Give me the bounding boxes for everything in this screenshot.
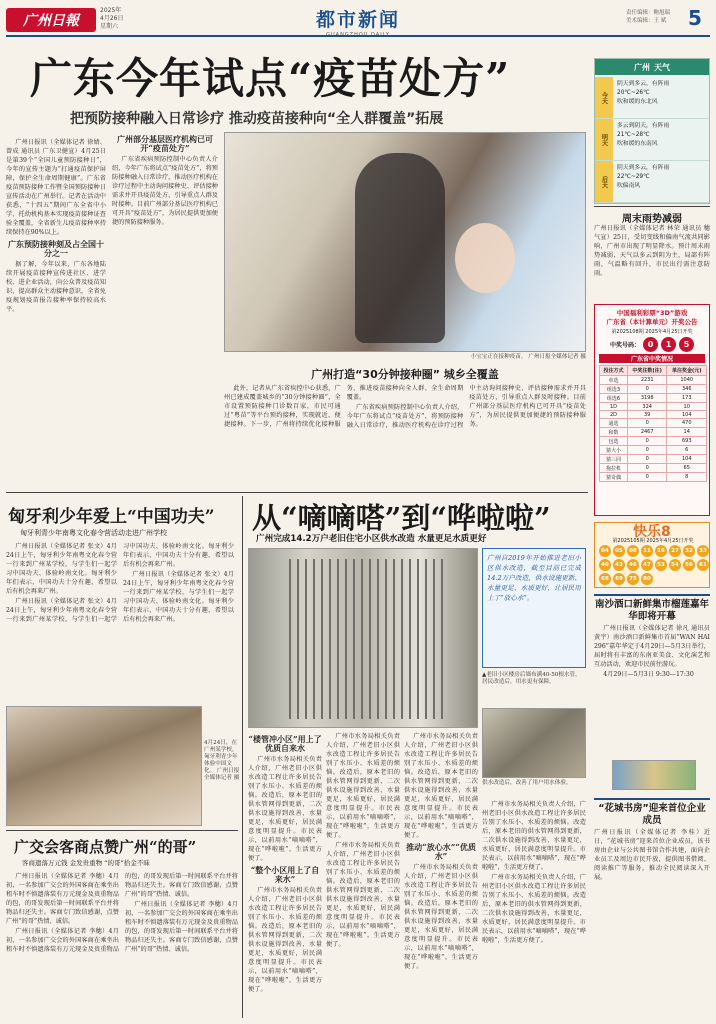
table-cell: 173 — [667, 394, 707, 403]
table-cell: 346 — [667, 385, 707, 394]
main-col1-text: 广州日报讯（全媒体记者 徐婧、曾成 通讯员 广东卫健宣）4月25日是第39个“全国儿童预防接种日”，今年的宣传主题为“打通疫苗保护屏障，保护全生命周期健康”。广东省疫苗预防接种工作暨全国预防接种日宣传活动在广州举行。记者在活动中获悉，“十四五”期间广东全省中小学、托幼机构基本实现疫苗接种证查验全覆盖，全省新生儿疫苗接种率持续保持在90%以上。 — [6, 139, 106, 236]
water-col3-text: 广州市水务局相关负责人介绍，广州老旧小区供水改造工程让许多居民告别了水压小、水质差的烦恼。改造后，原本老旧的供水管网得到更新，二次供水设施得到改善，水量更足，水质更好，居民满意度明显提升。市民表示，以前用水“嘀嘀嗒”，现在“哗啦啦”，生活更方便了。 — [404, 733, 478, 839]
weather-day-detail — [613, 77, 709, 118]
water-col-3 — [404, 732, 478, 1018]
water-col1-text-b: 广州市水务局相关负责人介绍，广州老旧小区供水改造工程让许多居民告别了水压小、水质差的烦恼。改造后，原本老旧的供水管网得到更新，二次供水设施得到改善，水量更足，水质更好，居民满意度明显提升。市民表示，以前用水“嘀嘀嗒”，现在“哗啦啦”，生活更方便了。 — [248, 887, 322, 993]
lottery-3d-box — [594, 304, 710, 516]
main-col3-text: 此外，记者从广东省疾控中心获悉，广州已建成覆盖城乡的“30分钟接种圈”，全市设置预防接种门诊数百家，市民可通过“粤苗”等平台预约接种，实现就近、便捷接种。下一步，广州将持续优化接种服务，推进疫苗接种向全人群、全生命周期覆盖。 — [224, 385, 464, 428]
kl8-ball: 08 — [627, 545, 639, 557]
table-row — [600, 403, 707, 411]
gongfu-body: 广州日报讯（全媒体记者 张文）4月24日上午，匈牙利少年南粤文化春令营一行来到广州某学校，与学生们一起学习中国功夫、体验岭南文化。匈牙利少年们表示，中国功夫十分有趣，希望以后有机会再来广州。 — [6, 543, 117, 595]
gongfu-body-c: 广州日报讯（全媒体记者 张文）4月24日上午，匈牙利少年南粤文化春令营一行来到广州某学校，与学生们一起学习中国功夫、体验岭南文化。匈牙利少年们表示，中国功夫十分有趣，希望以后有机会再来广州。 — [123, 571, 234, 623]
weather-desc: 多云到阴天，有阵雨 — [617, 123, 670, 129]
weather-wind: 吹和缓的东北风 — [617, 99, 658, 105]
table-cell: 0 — [627, 473, 667, 482]
table-cell: 猜大小 — [600, 446, 628, 455]
mid-rule — [6, 492, 588, 493]
kl8-ball: 43 — [613, 559, 625, 571]
weather-day-label: 今天 — [595, 77, 613, 118]
table-cell: 0 — [627, 419, 667, 428]
gongfu-subhead: 匈牙利青少年南粤文化春令营活动走进广州学校 — [20, 529, 167, 537]
water-quote-box — [482, 548, 586, 668]
water-col-1 — [248, 732, 322, 1018]
weekday: 星期六 — [100, 23, 119, 30]
logo-text: 广州日報 — [23, 13, 79, 29]
weather-wind: 吹和缓的东南风 — [617, 141, 658, 147]
table-row — [600, 411, 707, 419]
kl8-ball: 40 — [599, 559, 611, 571]
table-cell: 0 — [627, 464, 667, 473]
weather-news-title: 周末雨势减弱 — [594, 206, 710, 225]
vaccine-photo — [224, 132, 586, 352]
kl8-ball: 54 — [669, 559, 681, 571]
water-col4-text-b: 广州市水务局相关负责人介绍，广州老旧小区供水改造工程让许多居民告别了水压小、水质差的烦恼。改造后，原本老旧的供水管网得到更新，二次供水设施得到改善，水量更足，水质更好，居民满意度明显提升。市民表示，以前用水“嘀嘀嗒”，现在“哗啦啦”，生活更方便了。 — [482, 874, 586, 944]
main-col-1 — [6, 138, 106, 488]
nansha-photo — [612, 760, 696, 790]
proofreader: 美术编辑：王 斌 — [626, 18, 667, 24]
water-photo-2 — [482, 708, 586, 778]
header-rule — [6, 35, 710, 37]
kl8-ball: 04 — [599, 545, 611, 557]
kl8-ball: 61 — [697, 559, 709, 571]
table-cell: 6 — [667, 446, 707, 455]
date-year: 2025年 — [100, 7, 122, 14]
weather-temp: 20℃~26℃ — [617, 90, 650, 96]
table-cell: 猜三同 — [600, 455, 628, 464]
weather-city: 广州 — [634, 62, 650, 72]
section-title — [300, 5, 416, 38]
table-row — [600, 446, 707, 455]
table-cell: 和数 — [600, 428, 628, 437]
table-cell: 324 — [627, 403, 667, 411]
lottery-3d-ball: 0 — [643, 337, 658, 352]
water-col2-sub: “整个小区用上了自来水” — [250, 865, 320, 884]
lottery-3d-table-title: 广东省中奖情况 — [599, 354, 705, 363]
lottery-3d-issue: 第2025108期 2025年4月25日开奖 — [611, 329, 693, 335]
haiyin-body-b: 广州日报讯（全媒体记者 李穗）4月初，一名参加广交会的外国客商在乘坐出租车时不慎遗落装有万元现金及贵重物品的包，的哥发现后第一时间联系平台并将物品归还失主。客商专门致信感谢，点赞广州“的哥”热情、诚信。 — [6, 873, 238, 953]
weather-label: 天气 — [654, 62, 670, 72]
water-col1-text: 广州市水务局相关负责人介绍，广州老旧小区供水改造工程让许多居民告别了水压小、水质差的烦恼。改造后，原本老旧的供水管网得到更新，二次供水设施得到改善，水量更足，水质更好，居民满意度明显提升。市民表示，以前用水“嘀嘀嗒”，现在“哗啦啦”，生活更方便了。 — [248, 756, 322, 862]
weather-box — [594, 58, 710, 204]
kl8-ball: 33 — [697, 545, 709, 557]
table-cell: 8 — [667, 473, 707, 482]
table-cell: 2231 — [627, 376, 667, 385]
main-col1-sub: 广东预防接种刻及占全国十分之一 — [8, 239, 104, 258]
gongfu-body-b: 广州日报讯（全媒体记者 张文）4月24日上午，匈牙利少年南粤文化春令营一行来到广州某学校，与学生们一起学习中国功夫、体验岭南文化。匈牙利少年们表示，中国功夫十分有趣，希望以后有机会再来广州。 — [6, 543, 234, 623]
water-col4-text: 广州市水务局相关负责人介绍，广州老旧小区供水改造工程让许多居民告别了水压小、水质差的烦恼。改造后，原本老旧的供水管网得到更新，二次供水设施得到改善，水量更足，水质更好，居民满意度明显提升。市民表示，以前用水“嘀嘀嗒”，现在“哗啦啦”，生活更方便了。 — [482, 801, 586, 871]
kl8-ball: 11 — [641, 545, 653, 557]
water-photo — [248, 548, 478, 728]
main-col-3 — [224, 384, 586, 488]
weather-day-row — [595, 161, 709, 203]
nansha-time: 4月29日—5月3日 9:30—17:30 — [603, 671, 694, 678]
kl8-ball: 27 — [669, 545, 681, 557]
water-col-2 — [326, 732, 400, 1018]
kl8-ball: 05 — [613, 545, 625, 557]
kl8-ball: 56 — [683, 559, 695, 571]
table-cell: 2467 — [627, 428, 667, 437]
lottery-3d-title: 中国福利彩票“3D”游戏 — [616, 309, 688, 317]
kl8-ball: 53 — [655, 559, 667, 571]
kl8-ball: 80 — [641, 573, 653, 585]
haiyin-body: 广州日报讯（全媒体记者 李穗）4月初，一名参加广交会的外国客商在乘坐出租车时不慎遗落装有万元现金及贵重物品的包，的哥发现后第一时间联系平台并将物品归还失主。客商专门致信感谢，点赞广州“的哥”热情、诚信。 — [6, 873, 119, 925]
weather-day-detail — [613, 161, 709, 202]
weather-temp: 21℃~28℃ — [617, 132, 650, 138]
nansha-body: 广州日报讯（全媒体记者 徐凡 通讯员 黄宇）南沙酒口新鲜集市首届“WAN HAI 296”嘉年华定于4月29日—5月3日举行，届时将有丰富的东南亚美食、文化演艺和互动活动，欢迎市民前往游玩。 — [594, 625, 710, 668]
table-row — [600, 437, 707, 446]
table-cell: 单选 — [600, 376, 628, 385]
kl8-ball: 46 — [627, 559, 639, 571]
haiyin-headline: 广交会客商点赞广州“的哥” — [14, 838, 197, 856]
weather-day-row — [595, 77, 709, 119]
lottery-3d-subtitle: 广东省（本计算单元）开奖公告 — [606, 318, 698, 326]
haiyin-body-c: 广州日报讯（全媒体记者 李穗）4月初，一名参加广交会的外国客商在乘坐出租车时不慎遗落装有万元现金及贵重物品的包，的哥发现后第一时间联系平台并将物品归还失主。客商专门致信感谢，点赞广州“的哥”热情、诚信。 — [125, 901, 238, 953]
page-number: 5 — [688, 6, 702, 30]
weather-wind: 吹偏南风 — [617, 183, 641, 189]
kl8-ball: 68 — [599, 573, 611, 585]
weather-desc: 阴天到多云，有阵雨 — [617, 81, 670, 87]
water-subhead: 广州完成14.2万户老旧住宅小区供水改造 水量更足水质更好 — [256, 534, 487, 544]
table-row — [600, 473, 707, 482]
weather-header — [595, 59, 709, 75]
table-row — [600, 464, 707, 473]
masthead-logo — [6, 8, 96, 32]
bookstore-headline: “花城书房”迎来首位企业成员 — [594, 798, 710, 827]
table-cell: 10 — [667, 403, 707, 411]
table-cell: 104 — [667, 411, 707, 419]
table-cell: 拖拉机 — [600, 464, 628, 473]
lottery-3d-ball: 1 — [661, 337, 676, 352]
kl8-ball: 16 — [655, 545, 667, 557]
lottery-3d-balls — [643, 337, 694, 352]
weather-desc: 阴天到多云，有阵雨 — [617, 165, 670, 171]
date-md: 4月26日 — [100, 15, 124, 22]
photo-nurse-figure — [355, 153, 445, 343]
vaccine-photo-caption: 小宝宝正在接种疫苗。 广州日报全媒体记者 摄 — [470, 354, 586, 360]
table-cell: 1040 — [667, 376, 707, 385]
nansha-headline: 南沙酒口新鲜集市榴莲嘉年华即将开幕 — [594, 594, 710, 623]
lottery-3d-label: 中奖号码： — [609, 342, 640, 349]
kl8-ball: 32 — [683, 545, 695, 557]
main-col4-text: 据了解，今年以来，广东各地陆续开展疫苗接种宣传进社区、进学校、进企业活动，向公众普及疫苗知识，提高群众主动接种意识，全省免疫规划疫苗报告接种率保持较高水平。 — [6, 261, 106, 313]
table-cell: 0 — [627, 385, 667, 394]
lottery-3d-col-header: 投注方式 — [600, 366, 628, 376]
table-cell: 猜奇偶 — [600, 473, 628, 482]
lower-left-rule — [6, 830, 238, 831]
water-photo2-caption: 供水改造后，改善了用户用水体验。 — [482, 780, 572, 786]
main-col3-sub: 广州打造“30分钟接种圈” 城乡全覆盖 — [311, 368, 499, 381]
table-row — [600, 419, 707, 428]
water-col2-text-b: 广州市水务局相关负责人介绍，广州老旧小区供水改造工程让许多居民告别了水压小、水质差的烦恼。改造后，原本老旧的供水管网得到更新，二次供水设施得到改善，水量更足，水质更好，居民满意度明显提升。市民表示，以前用水“嘀嘀嗒”，现在“哗啦啦”，生活更方便了。 — [326, 842, 400, 948]
main-col2-sub: 广州部分基层医疗机构已可开“疫苗处方” — [117, 134, 213, 153]
main-col-2 — [112, 132, 218, 488]
water-col1-sub: “楼管冲小区”用上了优质自来水 — [248, 734, 322, 753]
kl8-issue: 第2025105期 2025年4月25日开奖 — [612, 538, 694, 544]
table-cell: 组选3 — [600, 385, 628, 394]
table-cell: 65 — [667, 464, 707, 473]
water-col-4 — [482, 800, 586, 1018]
main-col3-text-b: 广东省疾病预防控制中心负责人介绍，今年广东将试点“疫苗处方”，将预防接种融入日常诊疗，推动医疗机构在诊疗过程中主动询问接种史、评估接种需求并开具疫苗处方，引导重点人群及时接种。目前广州部分基层医疗机构已可开具“疫苗处方”，为居民提供更加便捷的预防接种服务。 — [346, 385, 586, 429]
table-cell: 包选 — [600, 437, 628, 446]
lottery-3d-header-row — [600, 366, 707, 376]
bookstore-text: 广州日报讯（全媒体记者 李桂）近日，“花城书房”迎来首位企业成员，该书房由企业与公共图书馆合作共建，面向企业员工及周边市民开放，提供图书借阅、阅读推广等服务，推动全民阅读深入开展。 — [594, 829, 710, 881]
water-pipes-graphic — [289, 559, 449, 719]
date-block — [100, 7, 123, 31]
gongfu-photo-caption: 4月24日，在广州某学校，匈牙利青少年体验中国文化。 广州日报全媒体记者 摄 — [204, 740, 240, 781]
table-row — [600, 428, 707, 437]
lottery-3d-number-row — [595, 337, 709, 352]
section-name: 都市新闻 — [315, 9, 400, 31]
table-cell: 0 — [627, 455, 667, 464]
table-cell: 470 — [667, 419, 707, 428]
table-cell: 39 — [627, 411, 667, 419]
table-cell: 3198 — [627, 394, 667, 403]
photo-baby-figure — [455, 223, 515, 293]
water-col3-text-b: 广州市水务局相关负责人介绍，广州老旧小区供水改造工程让许多居民告别了水压小、水质差的烦恼。改造后，原本老旧的供水管网得到更新，二次供水设施得到改善，水量更足，水质更好，居民满意度明显提升。市民表示，以前用水“嘀嘀嗒”，现在“哗啦啦”，生活更方便了。 — [404, 864, 478, 970]
table-row — [600, 385, 707, 394]
haiyin-text — [6, 872, 238, 1018]
kl8-ball: 47 — [641, 559, 653, 571]
kl8-title: 快乐8 — [633, 524, 671, 540]
weather-day-row — [595, 119, 709, 161]
table-cell: 0 — [627, 437, 667, 446]
kl8-balls — [599, 545, 709, 585]
table-cell: 104 — [667, 455, 707, 464]
table-row — [600, 376, 707, 385]
weather-day-label: 后天 — [595, 161, 613, 202]
lottery-3d-table — [599, 365, 707, 482]
water-headline: 从“嘀嘀嗒”到“哗啦啦” — [252, 501, 551, 535]
nansha-text — [594, 624, 710, 754]
gongfu-photo — [6, 706, 202, 826]
main-col2-text: 广东省疾病预防控制中心负责人介绍，今年广东将试点“疫苗处方”，将预防接种融入日常诊疗，推动医疗机构在诊疗过程中主动询问接种史、评估接种需求并开具疫苗处方，引导重点人群及时接种。目前广州部分基层医疗机构已可开具“疫苗处方”，为居民提供更加便捷的预防接种服务。 — [112, 156, 218, 226]
weather-days — [595, 77, 709, 203]
table-cell: 14 — [667, 428, 707, 437]
editor-block — [626, 9, 670, 25]
main-headline: 广东今年试点“疫苗处方” — [30, 54, 511, 103]
water-quote: 广州自2019年开始推进老旧小区供水改造，截至目前已完成14.2万户改造，供水设施更新、水量更足、水质更好，让居民用上了“放心水”。 — [487, 554, 581, 602]
table-cell: 通选 — [600, 419, 628, 428]
lottery-3d-ball: 5 — [679, 337, 694, 352]
gongfu-text — [6, 542, 234, 704]
table-cell: 693 — [667, 437, 707, 446]
haiyin-subhead: 客商遗落万元钱 金发贵重物 “的哥”拾金不昧 — [22, 859, 150, 867]
table-cell: 2D — [600, 411, 628, 419]
weather-news-text: 广州日报讯（全媒体记者 林荣 通讯员 穗气宣）25日，受切变线和偏南气流共同影响，广州市出现了明显降水。预计周末雨势减弱，天气以多云到阴为主，局部有阵雨，气温略有回升，市民出行需注意防雨。 — [594, 225, 710, 277]
kl8-ball: 69 — [613, 573, 625, 585]
table-cell: 组选6 — [600, 394, 628, 403]
table-cell: 0 — [627, 446, 667, 455]
kl8-ball: 75 — [627, 573, 639, 585]
gongfu-headline: 匈牙利少年爱上“中国功夫” — [8, 507, 215, 527]
weather-day-detail — [613, 119, 709, 160]
table-cell: 1D — [600, 403, 628, 411]
water-photo-caption: ▲老旧小区楼房后墙布满40-50根水管，居民改造后，用水更有保障。 — [482, 672, 581, 685]
editor: 责任编辑：鲍旭瑞 — [626, 10, 671, 16]
table-row — [600, 455, 707, 464]
water-left-rule — [242, 496, 243, 1018]
lottery-kl8-box — [594, 522, 710, 588]
weather-temp: 22℃~29℃ — [617, 174, 650, 180]
water-col3-sub: 推动“放心水”“优质水” — [406, 842, 476, 861]
main-subhead: 把预防接种融入日常诊疗 推动疫苗接种向“全人群覆盖”拓展 — [70, 111, 444, 127]
weather-day-label: 明天 — [595, 119, 613, 160]
lottery-3d-col-header: 单注奖金(元) — [667, 366, 707, 376]
lottery-3d-col-header: 中奖注数(注) — [627, 366, 667, 376]
water-col2-text: 广州市水务局相关负责人介绍，广州老旧小区供水改造工程让许多居民告别了水压小、水质差的烦恼。改造后，原本老旧的供水管网得到更新，二次供水设施得到改善，水量更足，水质更好，居民满意度明显提升。市民表示，以前用水“嘀嘀嗒”，现在“哗啦啦”，生活更方便了。 — [326, 733, 400, 839]
table-row — [600, 394, 707, 403]
